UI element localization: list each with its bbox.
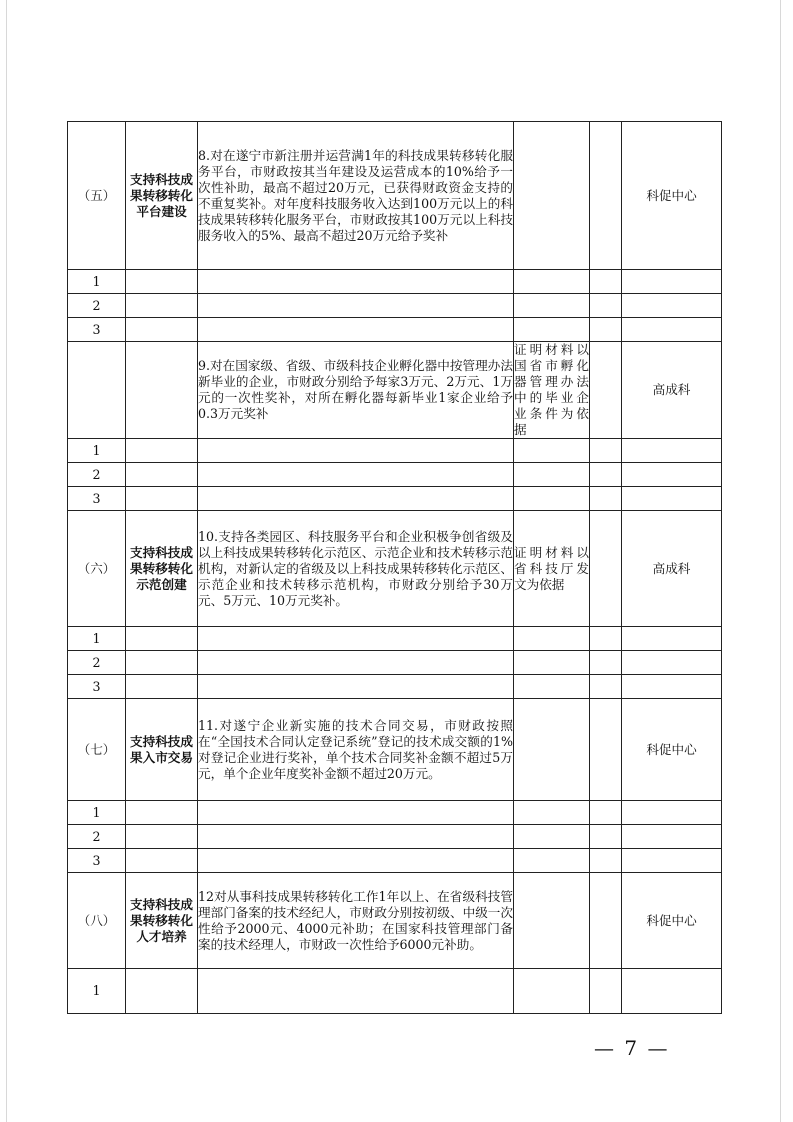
sub-content-cell	[198, 849, 514, 873]
sub-extra-cell	[590, 825, 622, 849]
sub-department-cell	[622, 651, 722, 675]
sub-note-cell	[514, 969, 590, 1014]
sub-extra-cell	[590, 969, 622, 1014]
sub-category-cell	[126, 294, 198, 318]
sub-extra-cell	[590, 439, 622, 463]
section-extra-cell	[590, 699, 622, 801]
sub-row	[68, 487, 722, 511]
sub-department-cell	[622, 439, 722, 463]
sub-content-cell	[198, 627, 514, 651]
sub-extra-cell	[590, 651, 622, 675]
section-department: 科促中心	[622, 122, 722, 270]
left-page-edge	[6, 0, 7, 1122]
sub-category-cell	[126, 318, 198, 342]
sub-row	[68, 849, 722, 873]
sub-row	[68, 439, 722, 463]
sub-department-cell	[622, 463, 722, 487]
sub-department-cell	[622, 627, 722, 651]
sub-row	[68, 270, 722, 294]
sub-department-cell	[622, 675, 722, 699]
sub-content-cell	[198, 487, 514, 511]
sub-extra-cell	[590, 463, 622, 487]
sub-category-cell	[126, 801, 198, 825]
section-extra-cell	[590, 122, 622, 270]
section-department: 高成科	[622, 342, 722, 439]
sub-note-cell	[514, 270, 590, 294]
section-category: 支持科技成果转移转化示范创建	[126, 511, 198, 627]
section-extra-cell	[590, 873, 622, 969]
sub-note-cell	[514, 487, 590, 511]
sub-row	[68, 801, 722, 825]
section-extra-cell	[590, 511, 622, 627]
section-note	[514, 699, 590, 801]
sub-category-cell	[126, 825, 198, 849]
sub-category-cell	[126, 439, 198, 463]
sub-department-cell	[622, 487, 722, 511]
sub-content-cell	[198, 675, 514, 699]
sub-content-cell	[198, 969, 514, 1014]
sub-row	[68, 294, 722, 318]
sub-row-number: 3	[68, 675, 126, 699]
section-extra-cell	[590, 342, 622, 439]
sub-note-cell	[514, 318, 590, 342]
sub-category-cell	[126, 463, 198, 487]
sub-extra-cell	[590, 294, 622, 318]
section-row	[68, 342, 722, 439]
section-content: 10.支持各类园区、科技服务平台和企业积极争创省级及以上科技成果转移转化示范区、示范企业和技术转移示范机构，对新认定的省级及以上科技成果转移转化示范区、示范企业和技术转移示范机构，市财政分别给予30万元、5万元、10万元奖补。	[198, 511, 514, 627]
sub-row-number: 2	[68, 463, 126, 487]
sub-category-cell	[126, 487, 198, 511]
sub-row	[68, 463, 722, 487]
sub-row-number: 2	[68, 651, 126, 675]
section-row	[68, 511, 722, 627]
sub-row-number: 3	[68, 487, 126, 511]
section-department: 科促中心	[622, 873, 722, 969]
sub-department-cell	[622, 318, 722, 342]
section-category: 支持科技成果转移转化人才培养	[126, 873, 198, 969]
sub-row	[68, 318, 722, 342]
sub-department-cell	[622, 849, 722, 873]
section-content: 8.对在遂宁市新注册并运营满1年的科技成果转移转化服务平台，市财政按其当年建设及运营成本的10%给予一次性补助，最高不超过20万元，已获得财政资金支持的不重复奖补。对年度科技服务收入达到100万元以上的科技成果转移转化服务平台，市财政按其100万元以上科技服务收入的5%、最高不超过20万元给予奖补	[198, 122, 514, 270]
sub-content-cell	[198, 801, 514, 825]
subsidy-table	[67, 121, 722, 1014]
section-index	[68, 342, 126, 439]
section-department: 科促中心	[622, 699, 722, 801]
sub-row	[68, 627, 722, 651]
section-row	[68, 122, 722, 270]
page-number: — 7 —	[594, 1036, 670, 1060]
sub-content-cell	[198, 439, 514, 463]
section-category: 支持科技成果入市交易	[126, 699, 198, 801]
section-index: （七）	[68, 699, 126, 801]
section-index: （八）	[68, 873, 126, 969]
sub-row	[68, 651, 722, 675]
sub-content-cell	[198, 318, 514, 342]
sub-category-cell	[126, 969, 198, 1014]
section-index: （五）	[68, 122, 126, 270]
section-category: 支持科技成果转移转化平台建设	[126, 122, 198, 270]
sub-row-number: 3	[68, 849, 126, 873]
sub-row-number: 1	[68, 439, 126, 463]
section-note: 证明材料以省科技厅发文为依据	[514, 511, 590, 627]
sub-row	[68, 825, 722, 849]
section-content: 9.对在国家级、省级、市级科技企业孵化器中按管理办法新毕业的企业，市财政分别给予每家3万元、2万元、1万元的一次性奖补，对所在孵化器每新毕业1家企业给予0.3万元奖补	[198, 342, 514, 439]
sub-category-cell	[126, 849, 198, 873]
sub-category-cell	[126, 627, 198, 651]
sub-content-cell	[198, 270, 514, 294]
sub-note-cell	[514, 439, 590, 463]
sub-extra-cell	[590, 318, 622, 342]
sub-category-cell	[126, 651, 198, 675]
sub-note-cell	[514, 825, 590, 849]
sub-note-cell	[514, 801, 590, 825]
sub-category-cell	[126, 675, 198, 699]
sub-note-cell	[514, 651, 590, 675]
sub-content-cell	[198, 463, 514, 487]
sub-row-number: 1	[68, 969, 126, 1014]
sub-content-cell	[198, 651, 514, 675]
sub-row-number: 2	[68, 294, 126, 318]
section-note: 证明材料以国省市孵化器管理办法中的毕业企业条件为依据	[514, 342, 589, 437]
sub-row-number: 3	[68, 318, 126, 342]
sub-content-cell	[198, 294, 514, 318]
sub-row-number: 1	[68, 627, 126, 651]
sub-content-cell	[198, 825, 514, 849]
sub-row	[68, 969, 722, 1014]
sub-department-cell	[622, 969, 722, 1014]
section-note	[514, 122, 590, 270]
sub-note-cell	[514, 294, 590, 318]
section-category	[126, 342, 198, 439]
sub-note-cell	[514, 463, 590, 487]
sub-extra-cell	[590, 849, 622, 873]
sub-note-cell	[514, 849, 590, 873]
sub-note-cell	[514, 675, 590, 699]
sub-department-cell	[622, 801, 722, 825]
section-row	[68, 873, 722, 969]
section-note	[514, 873, 590, 969]
sub-extra-cell	[590, 801, 622, 825]
sub-row-number: 1	[68, 801, 126, 825]
sub-row-number: 2	[68, 825, 126, 849]
right-page-edge	[780, 0, 781, 1122]
sub-department-cell	[622, 294, 722, 318]
sub-department-cell	[622, 825, 722, 849]
sub-note-cell	[514, 627, 590, 651]
sub-extra-cell	[590, 270, 622, 294]
sub-row	[68, 675, 722, 699]
sub-extra-cell	[590, 487, 622, 511]
section-row	[68, 699, 722, 801]
section-content: 11.对遂宁企业新实施的技术合同交易，市财政按照在“全国技术合同认定登记系统”登记的技术成交额的1%对登记企业进行奖补，单个技术合同奖补金额不超过5万元，单个企业年度奖补金额不超过20万元。	[198, 699, 514, 801]
section-content: 12对从事科技成果转移转化工作1年以上、在省级科技管理部门备案的技术经纪人，市财政分别按初级、中级一次性给予2000元、4000元补助；在国家科技管理部门备案的技术经理人，市财政一次性给予6000元补助。	[198, 873, 514, 969]
sub-category-cell	[126, 270, 198, 294]
sub-row-number: 1	[68, 270, 126, 294]
sub-department-cell	[622, 270, 722, 294]
section-department: 高成科	[622, 511, 722, 627]
section-index: （六）	[68, 511, 126, 627]
sub-extra-cell	[590, 675, 622, 699]
sub-extra-cell	[590, 627, 622, 651]
